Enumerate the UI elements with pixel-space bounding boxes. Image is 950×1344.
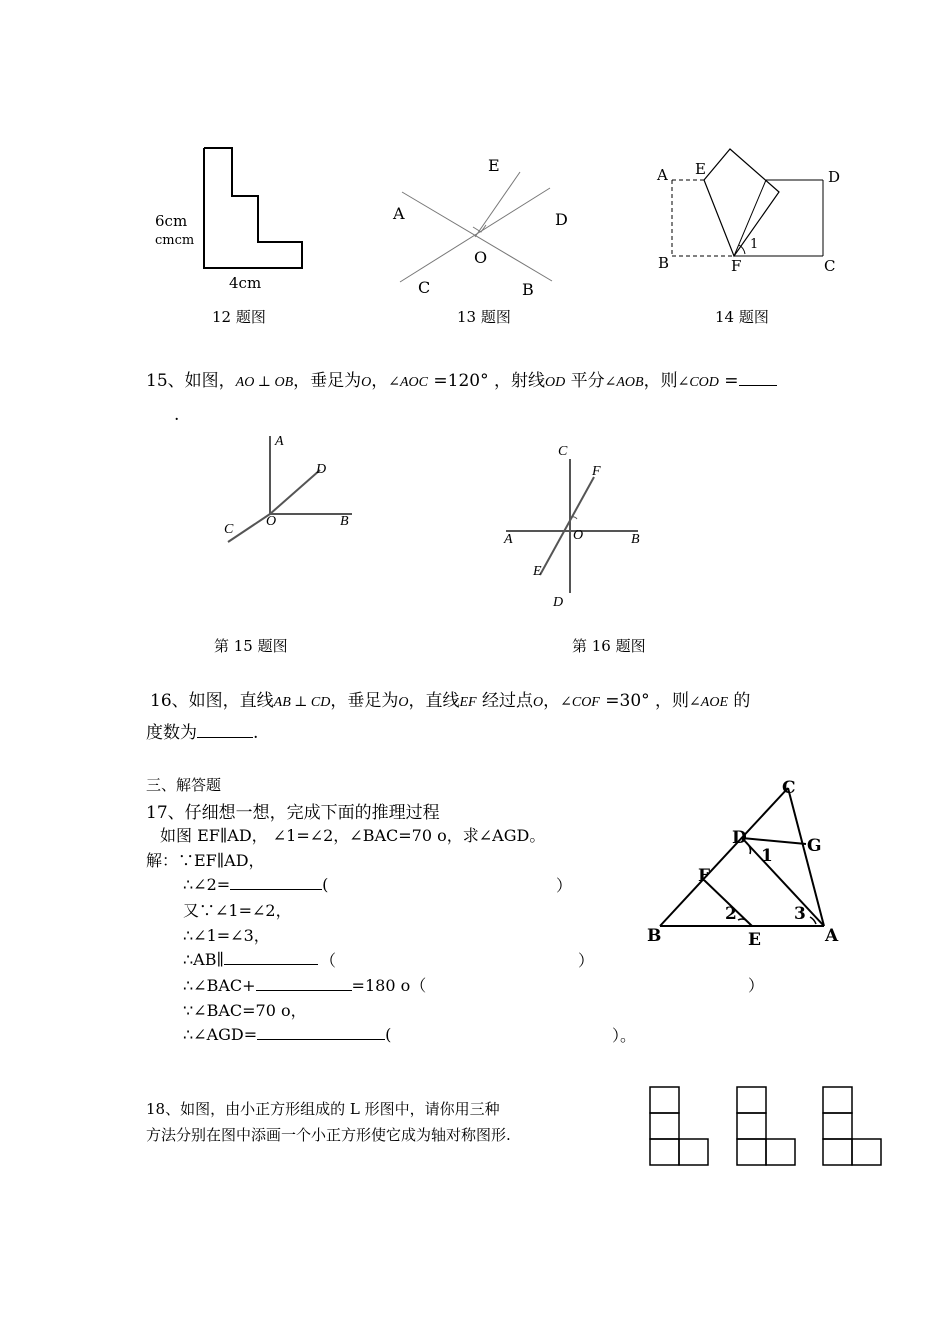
q17-paren-close-4: ）。 xyxy=(612,1026,637,1045)
q15-prefix: 15、如图， xyxy=(146,371,236,391)
q15-text-4: 平分 xyxy=(565,371,605,391)
fig14-label-d: D xyxy=(828,168,841,186)
fig17-angle-3: 3 xyxy=(794,904,806,924)
fig12-caption: 12 题图 xyxy=(212,308,266,326)
q16-end-dot: . xyxy=(253,723,259,743)
q17-paren-close-1: ） xyxy=(556,876,573,895)
fig17-angle-2: 2 xyxy=(725,904,737,924)
q17-step-7-text: ∴∠AGD= xyxy=(183,1025,258,1044)
figure-14-folded-rectangle xyxy=(660,140,860,270)
q15-text-5: ，则 xyxy=(643,371,678,391)
q17-blank-2[interactable] xyxy=(224,948,318,965)
section-3-title: 三、解答题 xyxy=(146,776,222,794)
figure-15-rays xyxy=(220,430,380,560)
q18-line-1: 18、如图，由小正方形组成的 L 形图中，请你用三种 xyxy=(146,1100,500,1118)
fig15-label-c: C xyxy=(224,522,234,537)
q17-step-2: 又∵∠1=∠2， xyxy=(183,901,292,920)
fig16-caption: 第 16 题图 xyxy=(572,637,646,655)
fig17-label-g: G xyxy=(807,836,822,856)
q16-line2-text: 度数为 xyxy=(146,723,197,743)
fig15-caption: 第 15 题图 xyxy=(214,637,288,655)
q17-paren-close-2: ） xyxy=(578,951,595,970)
fig12-height-label: 6cm xyxy=(155,212,188,230)
fig17-label-a: A xyxy=(825,926,839,946)
q16-text-2: ，直线 xyxy=(408,691,460,711)
q15-math-5: ∠AOB xyxy=(604,375,644,390)
fig16-label-o: O xyxy=(573,528,584,543)
q17-step-5 xyxy=(183,973,426,996)
fig17-label-f: F xyxy=(698,866,711,886)
q17-given: 如图 EF∥AD， ∠1=∠2，∠BAC=70 o，求∠AGD。 xyxy=(160,826,546,845)
q17-step-1-text: ∴∠2= xyxy=(183,875,231,894)
q17-step-5-text-b: =180 o（ xyxy=(351,976,427,995)
fig13-caption: 13 题图 xyxy=(457,308,511,326)
fig14-label-e: E xyxy=(695,160,706,178)
q15-text-6: = xyxy=(718,371,739,391)
fig16-label-a: A xyxy=(504,532,513,547)
fig17-label-e: E xyxy=(748,930,761,950)
q15-math-2: O xyxy=(361,375,372,390)
q17-paren-open-2: （ xyxy=(320,951,337,970)
fig13-label-e: E xyxy=(488,156,500,175)
q16-math-3: EF xyxy=(459,695,477,710)
q16-text-5: =30° ，则 xyxy=(599,691,690,711)
q15-answer-blank[interactable] xyxy=(739,369,777,386)
q17-step-4 xyxy=(183,948,318,969)
q16-math-4: O xyxy=(533,695,544,710)
figure-17-triangle xyxy=(630,770,860,950)
fig14-label-a: A xyxy=(657,166,668,184)
q17-blank-4[interactable] xyxy=(257,1023,385,1040)
q16-text-6: 的 xyxy=(728,691,751,711)
fig17-label-c: C xyxy=(782,778,796,798)
question-16-line-1 xyxy=(150,684,750,720)
q17-paren-close-3: ） xyxy=(748,976,765,995)
q17-title: 17、仔细想一想，完成下面的推理过程 xyxy=(146,803,440,823)
q17-step-6: ∵∠BAC=70 o， xyxy=(183,1001,307,1020)
q15-math-6: ∠COD xyxy=(677,375,719,390)
fig14-label-f: F xyxy=(731,257,742,275)
q16-prefix: 16、如图，直线 xyxy=(150,691,274,711)
q17-solve-line: 解：∵EF∥AD， xyxy=(146,851,265,870)
fig14-label-b: B xyxy=(658,254,670,272)
q17-paren-open-4: ( xyxy=(385,1025,392,1044)
q15-text-1: ，垂足为 xyxy=(293,371,362,391)
question-16-line-2 xyxy=(146,716,258,750)
fig17-angle-1: 1 xyxy=(761,846,773,866)
q18-l-shape-1[interactable] xyxy=(649,1086,711,1166)
q17-paren-open-1: ( xyxy=(322,875,329,894)
q18-line-2: 方法分别在图中添画一个小正方形使它成为轴对称图形. xyxy=(146,1126,511,1144)
q17-step-3: ∴∠1=∠3， xyxy=(183,926,270,945)
q17-step-1 xyxy=(183,873,328,894)
fig13-label-b: B xyxy=(522,280,534,299)
fig12-cmcm-label: cmcm xyxy=(155,233,195,248)
fig14-label-c: C xyxy=(824,257,836,275)
q16-answer-blank[interactable] xyxy=(197,721,253,738)
q18-l-shape-2[interactable] xyxy=(736,1086,798,1166)
q17-blank-1[interactable] xyxy=(230,873,322,890)
fig13-label-c: C xyxy=(418,278,431,297)
fig14-angle-1: 1 xyxy=(750,237,759,252)
q17-step-7 xyxy=(183,1023,391,1044)
fig12-width-label: 4cm xyxy=(229,274,262,292)
q16-text-4: ， xyxy=(543,691,561,711)
fig16-label-e: E xyxy=(533,564,542,579)
fig17-label-b: B xyxy=(647,926,662,946)
fig17-label-d: D xyxy=(732,828,747,848)
fig13-label-d: D xyxy=(555,210,568,229)
q16-math-6: ∠AOE xyxy=(689,695,728,710)
q15-text-3: =120° ，射线 xyxy=(428,371,545,391)
q17-step-5-text-a: ∴∠BAC+ xyxy=(183,976,256,995)
q16-math-2: O xyxy=(398,695,409,710)
q16-text-1: ，垂足为 xyxy=(330,691,399,711)
fig13-label-o: O xyxy=(474,248,488,267)
q18-l-shape-3[interactable] xyxy=(822,1086,884,1166)
q15-end-dot: . xyxy=(174,405,180,425)
fig15-label-d: D xyxy=(316,462,327,477)
fig16-label-c: C xyxy=(558,444,568,459)
q17-step-4-text: ∴AB∥ xyxy=(183,950,224,969)
fig14-caption: 14 题图 xyxy=(715,308,769,326)
q15-math-1: AO ⊥ OB xyxy=(235,375,294,390)
fig16-label-b: B xyxy=(631,532,640,547)
question-15 xyxy=(146,364,777,400)
q16-text-3: 经过点 xyxy=(476,691,533,711)
fig13-label-a: A xyxy=(393,204,405,223)
fig16-label-d: D xyxy=(553,595,564,610)
fig16-label-f: F xyxy=(592,464,601,479)
q16-math-1: AB ⊥ CD xyxy=(273,695,331,710)
q15-math-3: ∠AOC xyxy=(388,375,428,390)
q15-text-2: ， xyxy=(371,371,389,391)
fig15-label-a: A xyxy=(275,434,284,449)
q16-math-5: ∠COF xyxy=(560,695,600,710)
q17-blank-3[interactable] xyxy=(256,974,352,991)
q15-math-4: OD xyxy=(545,375,566,390)
fig15-label-b: B xyxy=(340,514,349,529)
fig15-label-o: O xyxy=(266,514,277,529)
